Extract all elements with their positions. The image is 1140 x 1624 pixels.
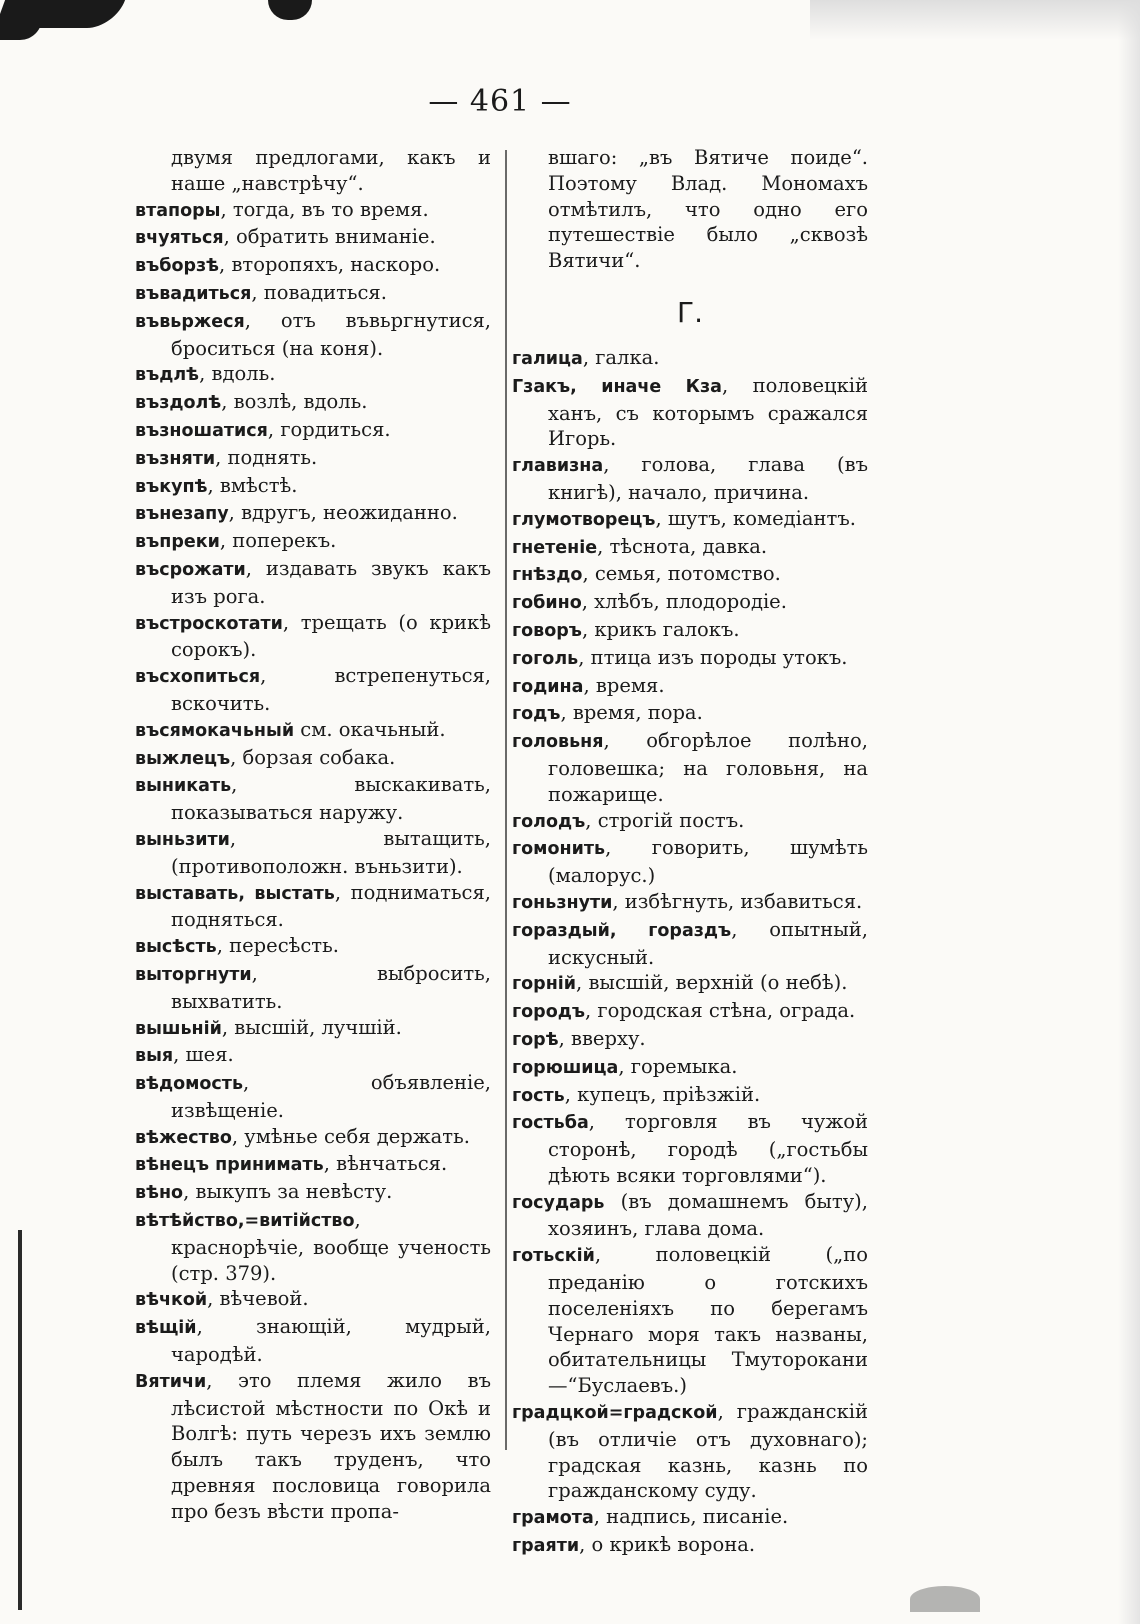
entry-headword: гнетеніе (512, 537, 598, 558)
glossary-entry (135, 308, 491, 362)
entry-definition: , крикъ галокъ. (581, 617, 740, 641)
entry-headword: грамота (512, 1508, 594, 1529)
glossary-column-right (512, 145, 868, 1560)
entry-definition: , объявленіе, извѣщеніе. (171, 1071, 491, 1122)
entry-definition: , это племя жило въ лѣсистой мѣстности по Окѣ и Волгѣ: путь черезъ ихъ землю былъ такъ труденъ, что древняя пословица говорила про безъ вѣсти пропа- (171, 1368, 491, 1523)
entry-headword: вѣщій (135, 1318, 197, 1339)
glossary-entry (135, 445, 491, 473)
glossary-entry (512, 728, 868, 807)
entry-definition: , борзая собака. (230, 745, 396, 769)
entry-definition: , второпяхъ, наскоро. (219, 253, 441, 277)
entry-definition: , вдругъ, неожиданно. (228, 501, 458, 525)
glossary-entry (135, 417, 491, 445)
glossary-entry (512, 506, 868, 534)
entry-headword: гомонить (512, 839, 606, 860)
entry-definition: , отъ въвьргнутися, броситься (на коня). (171, 308, 491, 360)
entry-definition: , опытный, искусный. (548, 917, 868, 969)
page-edge-line (18, 1230, 22, 1610)
entry-definition: , умѣнье себя держать. (231, 1124, 470, 1148)
entry-headword: Гзакъ, иначе Кза (512, 376, 722, 397)
glossary-entry (135, 880, 491, 934)
entry-headword: городъ (512, 1002, 585, 1023)
glossary-entry (512, 889, 868, 917)
entry-headword: гобино (512, 593, 582, 614)
glossary-entry (135, 280, 491, 308)
glossary-entry (512, 673, 868, 701)
glossary-entry (135, 1151, 491, 1179)
entry-definition: , птица изъ породы утокъ. (578, 645, 848, 669)
glossary-entry (512, 1532, 868, 1560)
entry-definition: , обгорѣлое полѣно, головешка; на головьня, на пожарище. (548, 729, 868, 806)
glossary-entry (512, 1242, 868, 1399)
entry-definition: , время. (583, 673, 665, 697)
entry-headword: вънезапу (135, 504, 229, 525)
entry-headword: вѣчкой (135, 1290, 208, 1311)
entry-definition: , время, пора. (560, 701, 703, 725)
entry-definition: , галка. (582, 345, 660, 369)
glossary-entry (512, 561, 868, 589)
glossary-entry (512, 534, 868, 562)
entry-headword: выжлецъ (135, 748, 231, 769)
glossary-entry (135, 1042, 491, 1070)
entry-headword: гнѣздо (512, 565, 583, 586)
entry-definition: , голова, глава (въ книгѣ), начало, причина. (548, 453, 868, 504)
glossary-entry (512, 145, 868, 274)
entry-definition: , обратить вниманіе. (223, 225, 436, 249)
entry-definition: , вверху. (558, 1026, 646, 1050)
glossary-entry (512, 589, 868, 617)
glossary-entry (135, 1314, 491, 1368)
glossary-entry (135, 224, 491, 252)
glossary-entry (135, 933, 491, 961)
entry-definition: см. окачьный. (294, 717, 446, 741)
glossary-entry (512, 1399, 868, 1504)
entry-headword: горѣ (512, 1029, 559, 1050)
entry-headword: въвьржеся (135, 311, 245, 332)
entry-headword: галица (512, 348, 583, 369)
entry-definition: , пересѣсть. (216, 934, 339, 958)
entry-definition: , знающій, мудрый, чародѣй. (171, 1315, 491, 1367)
glossary-entry (135, 1015, 491, 1043)
entry-headword: Вятичи (135, 1371, 207, 1392)
entry-headword: выя (135, 1046, 174, 1067)
scan-smudge (268, 0, 312, 20)
entry-definition: , избѣгнуть, избавиться. (612, 889, 863, 913)
entry-definition: , шутъ, комедіантъ. (655, 506, 856, 530)
entry-definition: вшаго: „въ Вятиче поиде“. Поэтому Влад. Мономахъ отмѣтилъ, что одно его путешествіе было „сквозѣ Вятичи“. (548, 146, 868, 273)
scan-smudge (910, 1586, 980, 1612)
entry-headword: вѣтѣйство,=витійство (135, 1211, 355, 1232)
glossary-entry (135, 389, 491, 417)
glossary-entry (135, 717, 491, 745)
entry-definition: , строгій постъ. (585, 808, 745, 832)
glossary-entry (512, 452, 868, 506)
entry-definition: , встрепенуться, вскочить. (171, 664, 491, 715)
entry-headword: вѣнецъ принимать (135, 1155, 324, 1176)
entry-headword: въздолѣ (135, 393, 222, 414)
glossary-entry (512, 345, 868, 373)
glossary-entry (512, 645, 868, 673)
entry-definition: , половецкій („по преданію о готскихъ поселеніяхъ по берегамъ Чернаго моря такъ названы, обитательницы Тмуторокани—“Буслаевъ.) (548, 1243, 868, 1398)
entry-definition: , выкупъ за невѣсту. (183, 1180, 393, 1204)
entry-definition: , трещать (о крикѣ сорокъ). (171, 610, 491, 662)
column-divider (505, 150, 507, 1450)
entry-definition: , семья, потомство. (582, 562, 781, 586)
entry-headword: гораздый, гораздъ (512, 920, 732, 941)
glossary-entry (135, 826, 491, 880)
entry-headword: втапоры (135, 200, 221, 221)
entry-definition: , городская стѣна, ограда. (585, 999, 856, 1023)
entry-headword: въборзѣ (135, 256, 220, 277)
glossary-entry (135, 197, 491, 225)
entry-headword: горюшица (512, 1057, 619, 1078)
glossary-entry (135, 473, 491, 501)
entry-headword: государь (512, 1192, 605, 1213)
entry-definition: , высшій, лучшій. (221, 1015, 402, 1039)
entry-headword: голодъ (512, 811, 586, 832)
entry-definition: , тѣснота, давка. (597, 534, 768, 558)
entry-headword: вышьній (135, 1018, 222, 1039)
entry-definition: , краснорѣчіе, вообще ученость (стр. 379). (171, 1208, 491, 1285)
entry-headword: головьня (512, 732, 604, 753)
scan-smudge (0, 18, 42, 40)
entry-headword: вчуяться (135, 228, 224, 249)
entry-definition: , поднять. (215, 445, 318, 469)
entry-headword: главизна (512, 456, 604, 477)
entry-headword: въдлѣ (135, 365, 200, 386)
glossary-entry (512, 1189, 868, 1243)
entry-headword: година (512, 676, 584, 697)
entry-headword: вѣно (135, 1183, 184, 1204)
entry-headword: въкупѣ (135, 476, 208, 497)
entry-definition: , повадиться. (251, 280, 387, 304)
entry-definition: , о крикѣ ворона. (579, 1533, 756, 1557)
glossary-entry (512, 617, 868, 645)
glossary-entry (135, 361, 491, 389)
entry-definition: , вытащить, (противоположн. въньзити). (171, 826, 491, 878)
glossary-entry (512, 1109, 868, 1188)
entry-definition: , горемыка. (618, 1054, 738, 1078)
entry-headword: гостьба (512, 1113, 589, 1134)
entry-definition: , выбросить, выхватить. (171, 961, 491, 1013)
glossary-entry (512, 808, 868, 836)
entry-definition: , купецъ, пріѣзжій. (564, 1082, 761, 1106)
entry-definition: (въ домашнемъ быту), хозяинъ, глава дома. (548, 1189, 868, 1241)
entry-headword: готьскій (512, 1246, 595, 1267)
glossary-entry (135, 663, 491, 717)
glossary-entry (135, 1124, 491, 1152)
page-shadow (1118, 0, 1140, 1624)
entry-definition: , возлѣ, вдоль. (221, 390, 368, 414)
glossary-entry (512, 1504, 868, 1532)
entry-headword: говоръ (512, 620, 582, 641)
entry-headword: выставать, выстать (135, 883, 335, 904)
entry-headword: въсхопиться (135, 667, 261, 688)
page-number: — 461 — (428, 84, 572, 119)
entry-headword: гость (512, 1085, 565, 1106)
entry-definition: , половецкій ханъ, съ которымъ сражался Игорь. (548, 373, 868, 451)
glossary-entry (135, 500, 491, 528)
glossary-column-left (135, 145, 491, 1525)
entry-headword: выторгнути (135, 964, 252, 985)
entry-headword: въпреки (135, 532, 220, 553)
glossary-entry (512, 917, 868, 971)
entry-headword: въвадиться (135, 283, 252, 304)
entry-definition: , гражданскій (въ отличіе отъ духовнаго); градская казнь, казнь по гражданскому суду. (548, 1400, 868, 1503)
entry-definition: двумя предлогами, какъ и наше „навстрѣчу“. (171, 146, 491, 195)
entry-headword: въсямокачьный (135, 720, 295, 741)
entry-headword: възношатися (135, 420, 268, 441)
entry-definition: , поперекъ. (219, 529, 337, 553)
entry-headword: гоньзнути (512, 892, 613, 913)
entry-definition: , подниматься, подняться. (171, 880, 491, 932)
entry-definition: , хлѣбъ, плодородіе. (581, 590, 787, 614)
glossary-entry (512, 835, 868, 889)
entry-definition: , шея. (173, 1043, 234, 1067)
glossary-entry (135, 772, 491, 826)
entry-definition: , выскакивать, показываться наружу. (171, 773, 491, 825)
entry-headword: градцкой=градской (512, 1403, 718, 1424)
section-letter: Г. (677, 295, 703, 329)
glossary-entry (135, 1286, 491, 1314)
glossary-entry (135, 961, 491, 1015)
glossary-entry (135, 145, 491, 197)
entry-headword: вѣдомость (135, 1074, 244, 1095)
glossary-entry (512, 998, 868, 1026)
entry-definition: , тогда, въ то время. (220, 197, 429, 221)
entry-headword: възняти (135, 448, 216, 469)
glossary-entry (135, 610, 491, 664)
glossary-entry (512, 970, 868, 998)
glossary-entry (512, 1054, 868, 1082)
entry-headword: въстроскотати (135, 613, 283, 634)
entry-headword: годъ (512, 704, 561, 725)
glossary-entry (135, 1368, 491, 1525)
entry-definition: , торговля въ чужой сторонѣ, городѣ („гостьбы дѣють всяки торговлями“). (548, 1110, 868, 1187)
glossary-entry (135, 556, 491, 610)
entry-headword: высѣсть (135, 937, 217, 958)
entry-definition: , вдоль. (199, 362, 276, 386)
glossary-entry (512, 1026, 868, 1054)
glossary-entry (135, 1179, 491, 1207)
entry-definition: , надпись, писаніе. (593, 1505, 789, 1529)
entry-headword: гоголь (512, 648, 579, 669)
entry-headword: горній (512, 974, 577, 995)
entry-headword: выньзити (135, 829, 230, 850)
glossary-entry (135, 745, 491, 773)
entry-definition: , высшій, верхній (о небѣ). (576, 971, 848, 995)
entry-definition: , вмѣстѣ. (207, 473, 298, 497)
entry-headword: глумотворецъ (512, 509, 656, 530)
entry-headword: вѣжество (135, 1127, 232, 1148)
glossary-entry (135, 528, 491, 556)
glossary-entry (135, 1070, 491, 1124)
entry-definition: , говорить, шумѣть (малорус.) (548, 836, 868, 888)
entry-definition: , вѣнчаться. (323, 1152, 448, 1176)
glossary-entry (512, 1082, 868, 1110)
glossary-entry (512, 373, 868, 452)
page-shadow (810, 0, 1140, 40)
entry-headword: въсрожати (135, 559, 246, 580)
entry-headword: граяти (512, 1536, 580, 1557)
entry-definition: , издавать звукъ какъ изъ рога. (171, 556, 491, 608)
entry-definition: , гордиться. (267, 417, 391, 441)
glossary-entry (512, 700, 868, 728)
glossary-entry (135, 1207, 491, 1286)
entry-headword: выникать (135, 776, 232, 797)
glossary-entry (135, 252, 491, 280)
entry-definition: , вѣчевой. (207, 1287, 309, 1311)
